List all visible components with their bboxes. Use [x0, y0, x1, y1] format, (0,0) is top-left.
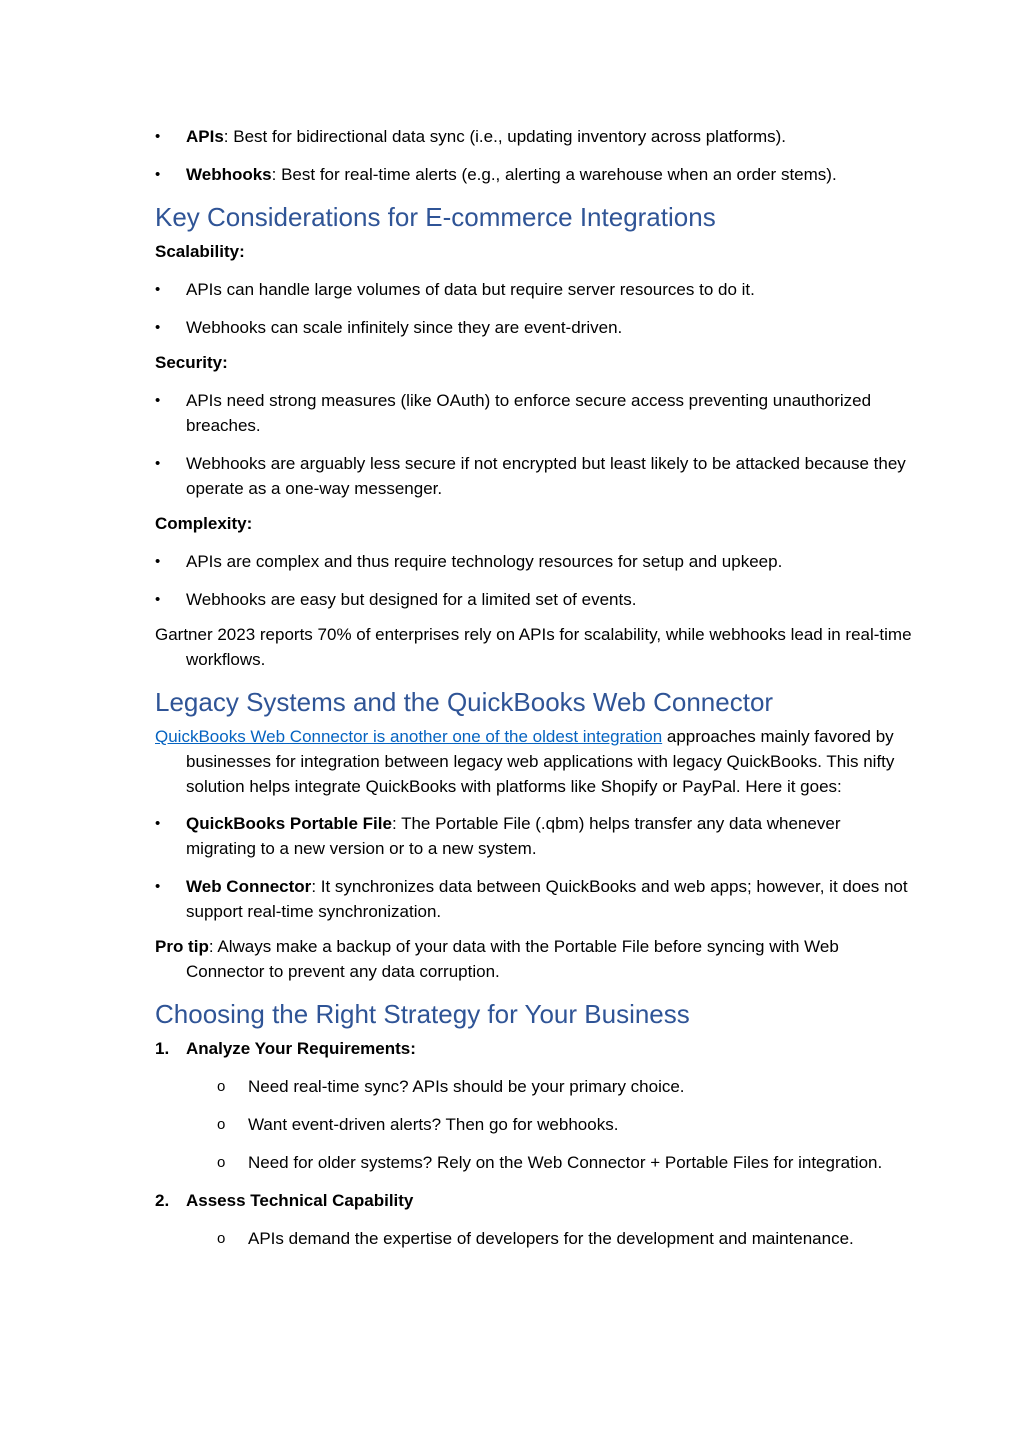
sub-item-text: Need for older systems? Rely on the Web Connector + Portable Files for integration.: [248, 1153, 883, 1172]
circle-bullet-icon: o: [217, 1230, 226, 1247]
list-item: [155, 124, 915, 149]
web-connector-link[interactable]: QuickBooks Web Connector is another one of the oldest integration: [155, 727, 663, 746]
section-heading-key-considerations: Key Considerations for E-commerce Integrations: [155, 202, 716, 232]
complexity-list: [155, 549, 915, 612]
bullet-icon: •: [155, 815, 161, 832]
step-number: 1.: [155, 1039, 170, 1058]
web-connector-intro: [155, 724, 915, 799]
list-item: [155, 388, 915, 438]
list-item: [155, 549, 915, 574]
scalability-list: [155, 277, 915, 340]
numbered-step: [155, 1036, 915, 1061]
bullet-text: APIs are complex and thus require technology resources for setup and upkeep.: [186, 552, 783, 571]
sub-item-text: APIs demand the expertise of developers for the development and maintenance.: [248, 1229, 854, 1248]
list-item: [155, 1074, 915, 1099]
bullet-text: APIs need strong measures (like OAuth) to enforce secure access preventing unauthorized breaches.: [186, 391, 872, 435]
bullet-term: Web Connector: [186, 877, 312, 896]
pro-tip-text: : Always make a backup of your data with the Portable File before syncing with Web Connector to prevent any data corruption.: [186, 937, 839, 981]
gartner-paragraph: Gartner 2023 reports 70% of enterprises rely on APIs for scalability, while webhooks lead in real-time workflows.: [155, 625, 912, 669]
step-title: Analyze Your Requirements:: [186, 1039, 416, 1058]
bullet-term: QuickBooks Portable File: [186, 814, 392, 833]
bullet-text: : It synchronizes data between QuickBooks and web apps; however, it does not support real-time synchronization.: [186, 877, 908, 921]
step-title: Assess Technical Capability: [186, 1191, 414, 1210]
subhead-complexity: Complexity:: [155, 514, 253, 533]
bullet-icon: •: [155, 319, 161, 336]
bullet-text: APIs can handle large volumes of data but require server resources to do it.: [186, 280, 755, 299]
bullet-icon: •: [155, 281, 161, 298]
bullet-text: Webhooks are arguably less secure if not encrypted but least likely to be attacked because they operate as a one-way messenger.: [186, 454, 906, 498]
bullet-text: Webhooks are easy but designed for a limited set of events.: [186, 590, 637, 609]
list-item: [155, 874, 915, 924]
list-item: [155, 811, 915, 861]
bullet-icon: •: [155, 166, 161, 183]
subhead-scalability: Scalability:: [155, 242, 245, 261]
bullet-term: Webhooks: [186, 165, 272, 184]
list-item: [155, 1226, 915, 1251]
bullet-term: APIs: [186, 127, 224, 146]
document-page: [155, 124, 915, 1264]
section-heading-choosing-strategy: Choosing the Right Strategy for Your Business: [155, 999, 690, 1029]
pro-tip-paragraph: [155, 934, 915, 984]
bullet-text: : Best for real-time alerts (e.g., alerting a warehouse when an order stems).: [271, 165, 837, 184]
circle-bullet-icon: o: [217, 1154, 226, 1171]
sub-item-text: Need real-time sync? APIs should be your primary choice.: [248, 1077, 685, 1096]
security-list: [155, 388, 915, 501]
bullet-icon: •: [155, 878, 161, 895]
bullet-icon: •: [155, 591, 161, 608]
bullet-text: Webhooks can scale infinitely since they are event-driven.: [186, 318, 623, 337]
bullet-icon: •: [155, 392, 161, 409]
bullet-text: : The Portable File (.qbm) helps transfer any data whenever migrating to a new version or to a new system.: [186, 814, 841, 858]
list-item: [155, 1150, 915, 1175]
bullet-text: : Best for bidirectional data sync (i.e., updating inventory across platforms).: [223, 127, 787, 146]
subhead-security: Security:: [155, 353, 228, 372]
list-item: [155, 587, 915, 612]
bullet-icon: •: [155, 455, 161, 472]
list-item: [155, 315, 915, 340]
list-item: [155, 277, 915, 302]
bullet-icon: •: [155, 128, 161, 145]
numbered-step: [155, 1188, 915, 1213]
circle-bullet-icon: o: [217, 1078, 226, 1095]
step-2-sub-list: [155, 1226, 915, 1251]
intro-text: approaches mainly favored by businesses for integration between legacy web applications with legacy QuickBooks. This nifty solution helps integrate QuickBooks with platforms like Shopify or PayPal. Here it goes:: [186, 727, 895, 796]
circle-bullet-icon: o: [217, 1116, 226, 1133]
sub-item-text: Want event-driven alerts? Then go for webhooks.: [248, 1115, 619, 1134]
bullet-icon: •: [155, 553, 161, 570]
pro-tip-label: Pro tip: [155, 937, 209, 956]
intro-bullet-list: [155, 124, 915, 187]
step-number: 2.: [155, 1191, 170, 1210]
legacy-list: [155, 811, 915, 924]
section-heading-legacy-systems: Legacy Systems and the QuickBooks Web Connector: [155, 687, 774, 717]
step-1-sub-list: [155, 1074, 915, 1175]
list-item: [155, 1112, 915, 1137]
list-item: [155, 162, 915, 187]
list-item: [155, 451, 915, 501]
